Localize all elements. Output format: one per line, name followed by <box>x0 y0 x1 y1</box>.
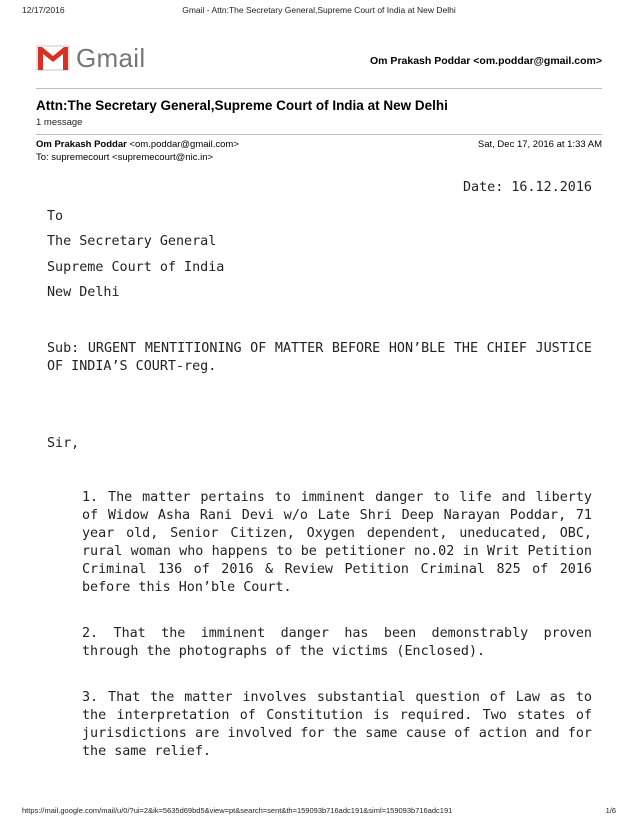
message-count: 1 message <box>36 117 83 128</box>
print-url: https://mail.google.com/mail/u/0/?ui=2&ik=5635d69bd5&view=pt&search=sent&th=159093b716adc191&siml=159093b716adc191 <box>22 806 453 815</box>
letter-date: Date: 16.12.2016 <box>463 180 592 195</box>
sender-email: <om.poddar@gmail.com> <box>129 139 239 150</box>
page-number: 1/6 <box>605 806 616 815</box>
letter-paragraph: 2. That the imminent danger has been demonstrably proven through the photographs of the victims (Enclosed). <box>82 626 592 659</box>
address-line: The Secretary General <box>47 234 217 249</box>
account-name: Om Prakash Poddar <om.poddar@gmail.com> <box>370 55 602 67</box>
letter-subject: Sub: URGENT MENTITIONING OF MATTER BEFORE HON’BLE THE CHIEF JUSTICE OF INDIA’S COURT-reg. <box>47 341 592 374</box>
sender-name: Om Prakash Poddar <box>36 139 127 150</box>
gmail-logo-text: Gmail <box>76 42 146 73</box>
gmail-logo[interactable] <box>36 42 145 74</box>
message-from <box>36 139 239 150</box>
print-footer <box>0 806 638 818</box>
address-line: To <box>47 209 64 224</box>
letter-paragraph: 3. That the matter involves substantial question of Law as to the interpretation of Constitution is required. Two states of jurisdictions are involved for the same cause of action and for the same relief. <box>82 690 592 759</box>
salutation: Sir, <box>47 436 80 451</box>
address-line: Supreme Court of India <box>47 260 225 275</box>
gmail-envelope-icon <box>36 45 70 71</box>
thread-divider <box>36 134 602 135</box>
thread-subject: Attn:The Secretary General,Supreme Court of India at New Delhi <box>36 98 448 113</box>
message-sent-date: Sat, Dec 17, 2016 at 1:33 AM <box>477 139 602 150</box>
message-recipient: To: supremecourt <supremecourt@nic.in> <box>36 152 214 163</box>
print-header <box>0 5 638 19</box>
address-line: New Delhi <box>47 285 120 300</box>
print-title: Gmail - Attn:The Secretary General,Supreme Court of India at New Delhi <box>182 5 456 15</box>
header-divider <box>36 88 602 89</box>
letter-paragraph: 1. The matter pertains to imminent danger to life and liberty of Widow Asha Rani Devi w/o Late Shri Deep Narayan Poddar, 71 year old, Senior Citizen, Oxygen dependent, uneducated, OBC, rural woman who happens to be petitioner no.02 in Writ Petition Criminal 136 of 2016 & Review Petition Criminal 825 of 2016 before this Hon’ble Court. <box>82 490 592 595</box>
print-date: 12/17/2016 <box>22 5 65 15</box>
